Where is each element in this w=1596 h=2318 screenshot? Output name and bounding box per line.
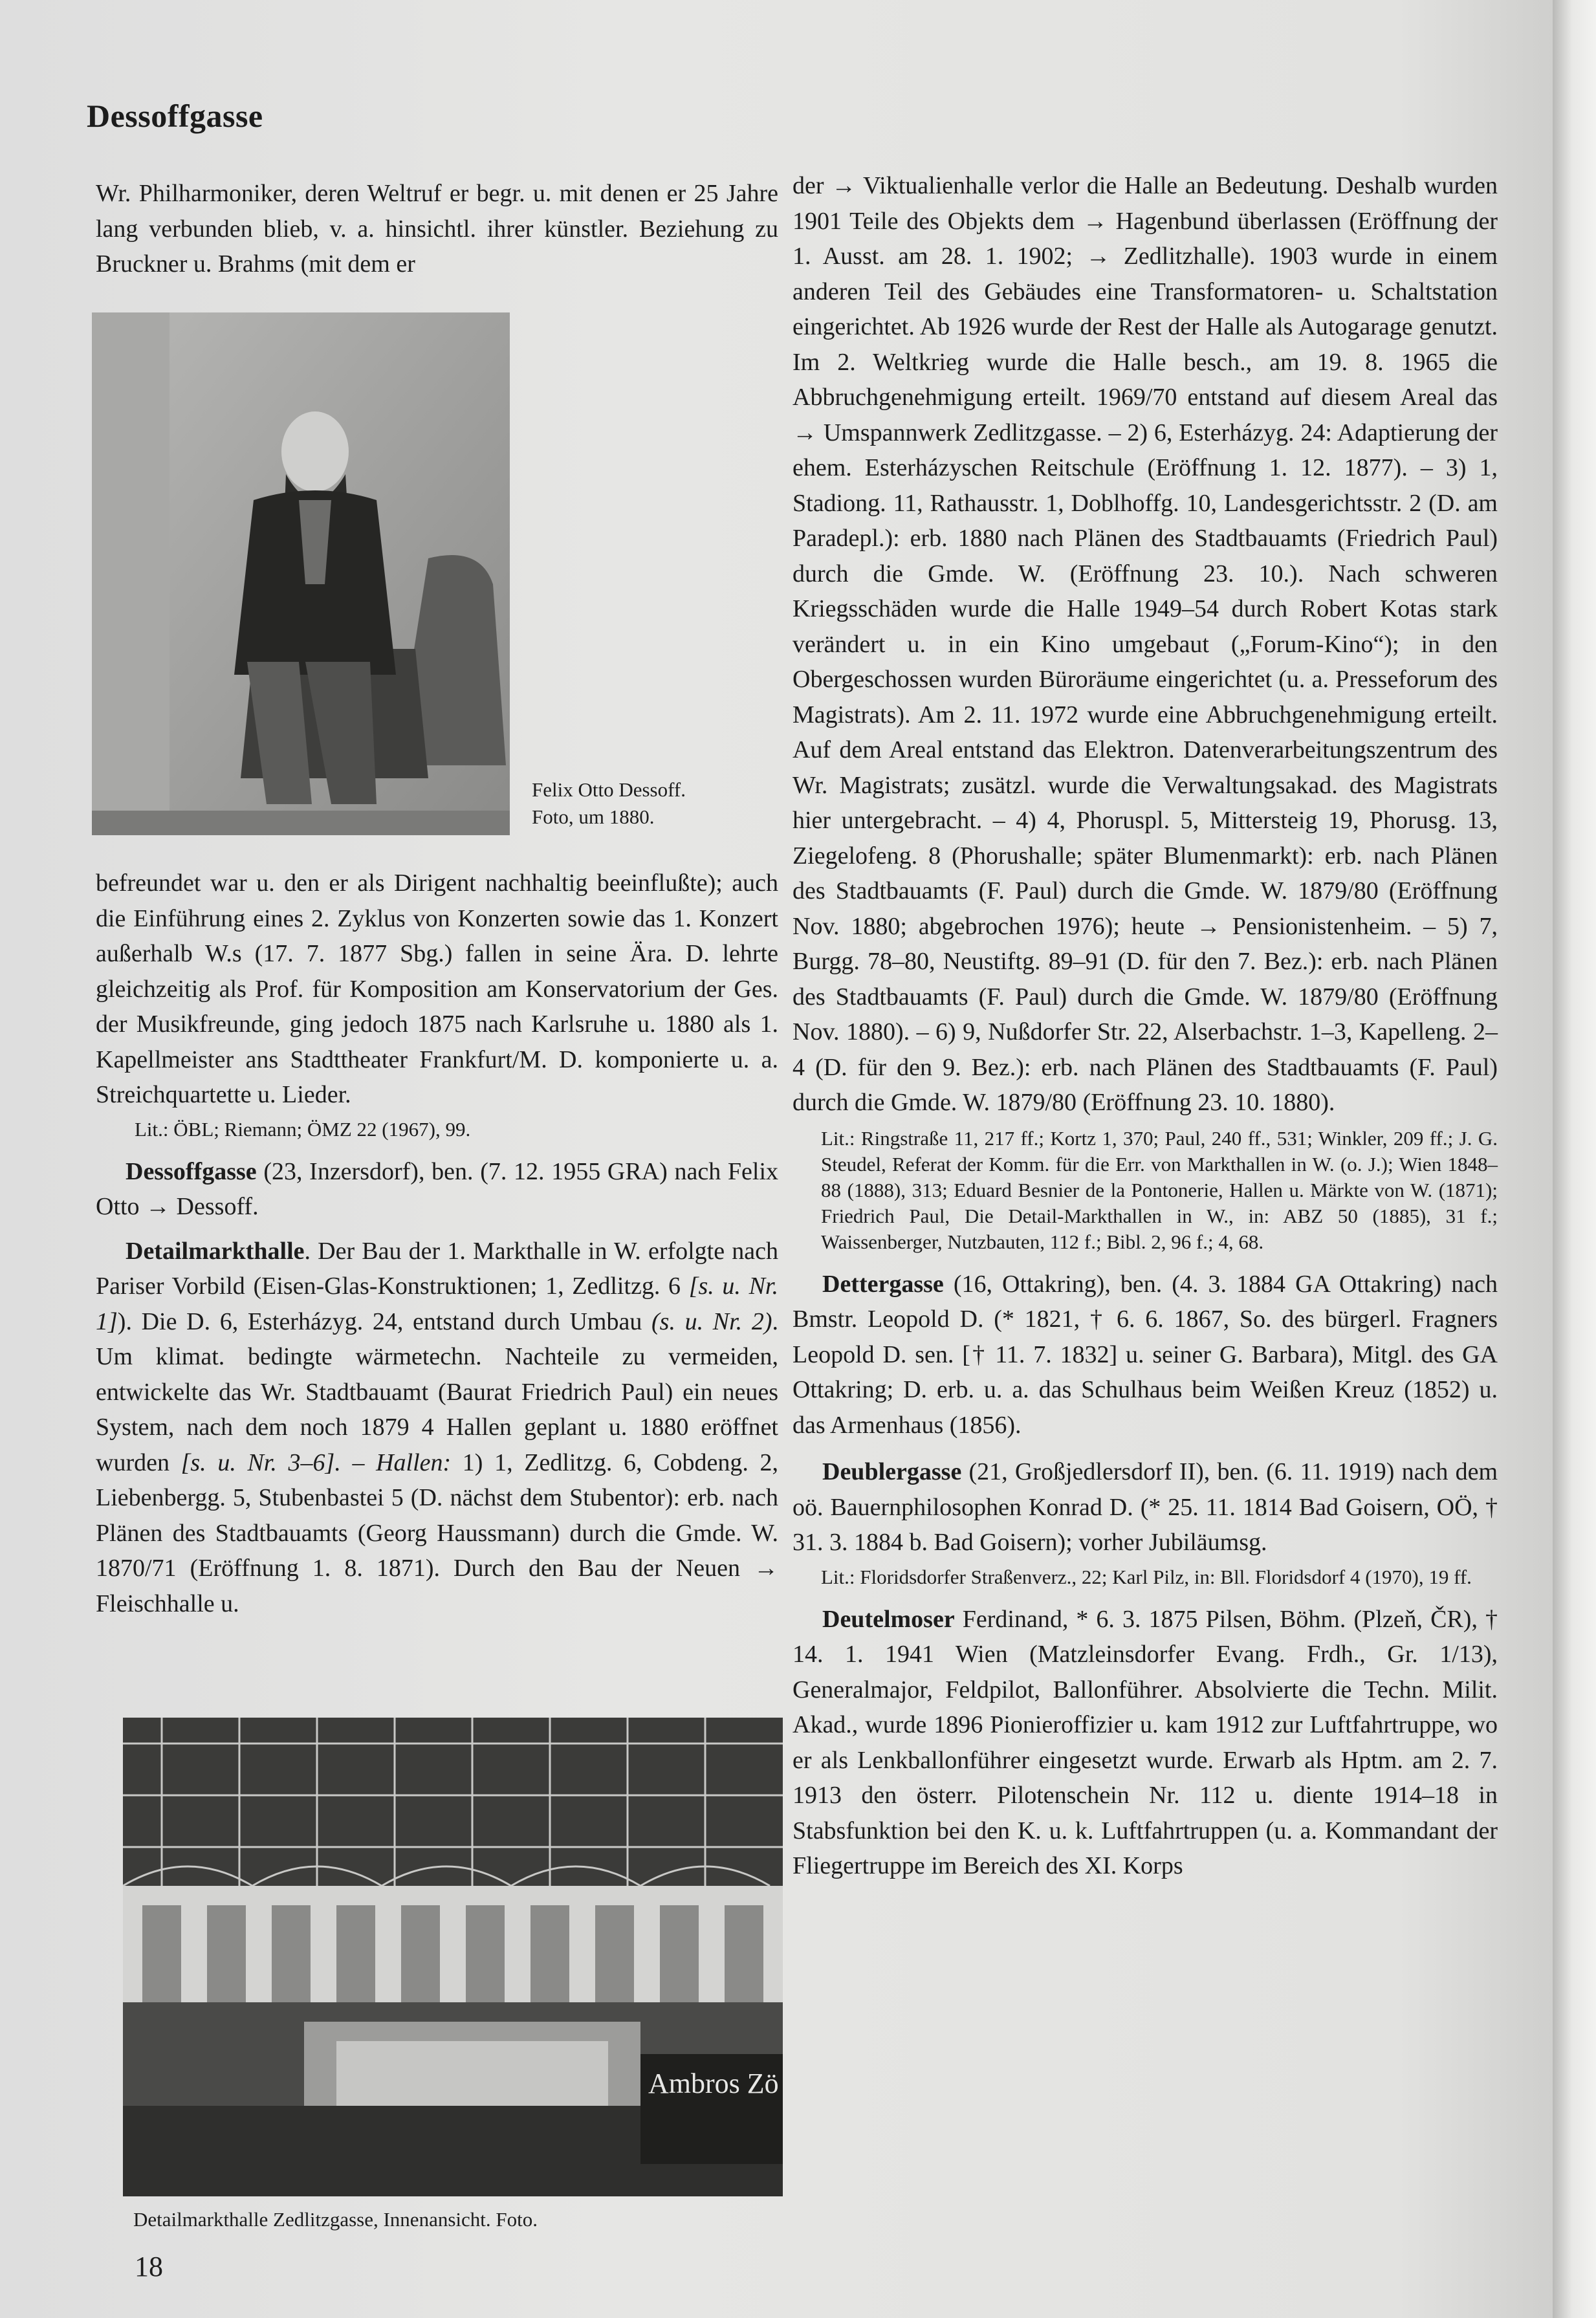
entry-deublergasse: Deublergasse (21, Großjedlersdorf II), ben. (6. 11. 1919) nach dem oö. Bauernphilosophen Konrad D. (* 25. 11. 1814 Bad Goisern, OÖ, † 31. 3. 1884 b. Bad Goisern); vorher Jubiläumsg.: [793, 1458, 1498, 1556]
lemma-deutelmoser: Deutelmoser: [822, 1605, 955, 1633]
page-edge: [1553, 0, 1596, 2318]
lemma-dettergasse: Dettergasse: [822, 1270, 944, 1298]
entry-dettergasse: Dettergasse (16, Ottakring), ben. (4. 3. 1884 GA Ottakring) nach Bmstr. Leopold D. (* 1821, † 6. 6. 1867, So. des bürgerl. Fragners Leopold D. sen. [† 11. 7. 1832] u. seiner G. Barbara), Mitgl. des GA Ottakring; D. erb. u. a. das Schulhaus beim Weißen Kreuz (1852) u. das Armenhaus (1856).: [793, 1270, 1498, 1439]
market-hall-photo: [123, 1718, 783, 2196]
portrait-caption-line-2: Foto, um 1880.: [532, 805, 655, 828]
entry-dessoffgasse: Dessoffgasse (23, Inzersdorf), ben. (7. 12. 1955 GRA) nach Felix Otto → Dessoff.: [96, 1157, 778, 1220]
running-head: Dessoffgasse: [87, 98, 263, 134]
portrait-illustration: [92, 312, 510, 835]
literature-deublergasse: Lit.: Floridsdorfer Straßenverz., 22; Karl Pilz, in: Bll. Floridsdorf 4 (1970), 19 ff.: [821, 1565, 1472, 1588]
entry-detailmarkthalle: Detailmarkthalle. Der Bau der 1. Markthalle in W. erfolgte nach Pariser Vorbild (Eisen-Glas-Konstruktionen; 1, Zedlitzg. 6 [s. u. Nr. 1]). Die D. 6, Esterházyg. 24, entstand durch Umbau (s. u. Nr. 2). Um klimat. bedingte wärmetechn. Nachteile zu vermeiden, entwickelte das Wr. Stadtbauamt (Baurat Friedrich Paul) ein neues System, nach dem noch 1879 4 Hallen geplant u. 1880 eröffnet wurden [s. u. Nr. 3–6]. – Hallen: 1) 1, Zedlitzg. 6, Cobdeng. 2, Liebenbergg. 5, Stubenbastei 5 (D. nächst dem Stubentor): erb. nach Plänen des Stadtbauamts (Georg Haussmann) durch die Gmde. W. 1870/71 (Eröffnung 1. 8. 1871). Durch den Bau der Neuen → Fleischhalle u.: [96, 1237, 779, 1617]
literature-dessoff: Lit.: ÖBL; Riemann; ÖMZ 22 (1967), 99.: [135, 1117, 471, 1141]
market-hall-illustration: [123, 1718, 783, 2196]
portrait-caption-line-1: Felix Otto Dessoff.: [532, 778, 686, 801]
left-column-middle: [96, 866, 778, 1621]
paragraph-dessoff-end: befreundet war u. den er als Dirigent nachhaltig beeinflußte); auch die Einführung eines 2. Zyklus von Konzerten sowie das 1. Konzert außerhalb W.s (17. 7. 1877 Sbg.) fallen in seine Ära. D. lehrte gleichzeitig als Prof. für Komposition am Konservatorium der Ges. der Musikfreunde, ging jedoch 1875 nach Karlsruhe u. 1880 als 1. Kapellmeister ans Stadttheater Frankfurt/M. D. komponierte u. a. Streichquartette u. Lieder.: [96, 869, 778, 1108]
entry-deutelmoser: Deutelmoser Ferdinand, * 6. 3. 1875 Pilsen, Böhm. (Plzeň, ČR), † 14. 1. 1941 Wien (Matzleinsdorfer Evang. Frdh., Gr. 1/13), Generalmajor, Feldpilot, Ballonführer. Absolvierte die Techn. Milit. Akad., wurde 1896 Pionieroffizier u. kam 1912 zur Luftfahrtruppe, wo er als Lenkballonführer eingesetzt wurde. Erwarb als Hptm. am 2. 7. 1913 den österr. Pilotenschein Nr. 112 u. diente 1914–18 in Stabsfunktion bei den K. u. k. Luftfahrtruppen (u. a. Kommandant der Fliegertruppe im Bereich des XI. Korps: [793, 1605, 1498, 1879]
lemma-dessoffgasse: Dessoffgasse: [126, 1157, 257, 1185]
page-number: 18: [135, 2251, 163, 2282]
portrait-photo-dessoff: [92, 312, 510, 835]
left-column-top: [96, 176, 778, 282]
paragraph-detailmarkthalle-cont: der → Viktualienhalle verlor die Halle an Bedeutung. Deshalb wurden 1901 Teile des Objekts dem → Hagenbund überlassen (Eröffnung der 1. Ausst. am 28. 1. 1902; → Zedlitzhalle). 1903 wurde in einem anderen Teil des Gebäudes eine Transformatoren- u. Schaltstation eingerichtet. Ab 1926 wurde der Rest der Halle als Autogarage genutzt. Im 2. Weltkrieg wurde die Halle besch., am 19. 8. 1965 die Abbruchgenehmigung erteilt. 1969/70 entstand auf diesem Areal das → Umspannwerk Zedlitzgasse. – 2) 6, Esterházyg. 24: Adaptierung der ehem. Esterházyschen Reitschule (Eröffnung 1. 12. 1877). – 3) 1, Stadiong. 11, Rathausstr. 1, Doblhoffg. 10, Landesgerichtsstr. 2 (D. am Paradepl.): erb. 1880 nach Plänen des Stadtbauamts (Friedrich Paul) durch die Gmde. W. (Eröffnung 23. 10.). Nach schweren Kriegsschäden wurde die Halle 1949–54 durch Robert Kotas stark verändert u. in ein Kino umgebaut („Forum-Kino“); in den Obergeschossen wurden Büroräume eingerichtet (u. a. Presseforum des Magistrats). Am 2. 11. 1972 wurde eine Abbruchgenehmigung erteilt. Auf dem Areal entstand das Elektron. Datenverarbeitungszentrum des Wr. Magistrats; zusätzl. wurde die Verwaltungsakad. des Magistrats hier untergebracht. – 4) 4, Phoruspl. 5, Mittersteig 19, Phorusg. 13, Ziegelofeng. 8 (Phorushalle; später Blumenmarkt): erb. nach Plänen des Stadtbauamts (F. Paul) durch die Gmde. W. 1879/80 (Eröffnung Nov. 1880; abgebrochen 1976); heute → Pensionistenheim. – 5) 7, Burgg. 78–80, Neustiftg. 89–91 (D. für den 7. Bez.): erb. nach Plänen des Stadtbauamts (F. Paul) durch die Gmde. W. 1879/80 (Eröffnung Nov. 1880). – 6) 9, Nußdorfer Str. 22, Alserbachstr. 1–3, Kapelleng. 2–4 (D. für den 9. Bez.): erb. nach Plänen des Stadtbauamts (F. Paul) durch die Gmde. W. 1879/80 (Eröffnung 23. 10. 1880).: [793, 172, 1498, 1116]
paragraph-continuation: Wr. Philharmoniker, deren Weltruf er begr. u. mit denen er 25 Jahre lang verbunden blieb, v. a. hinsichtl. ihrer künstler. Beziehung zu Bruckner u. Brahms (mit dem er: [96, 180, 778, 278]
portrait-caption: [532, 776, 686, 831]
market-hall-caption: Detailmarkthalle Zedlitzgasse, Innenansicht. Foto.: [133, 2208, 538, 2231]
right-column: [793, 168, 1498, 1884]
lemma-deublergasse: Deublergasse: [822, 1458, 962, 1485]
literature-detailmarkthalle: Lit.: Ringstraße 11, 217 ff.; Kortz 1, 370; Paul, 240 ff., 531; Winkler, 209 ff.; J. G. Steudel, Referat der Komm. für die Err. von Markthallen in W. (o. J.); Wien 1848–88 (1888), 313; Eduard Besnier de la Pontonerie, Hallen u. Märkte von W. (1871); Friedrich Paul, Die Detail-Markthallen in W., in: ABZ 50 (1885), 31 f.; Waissenberger, Nutzbauten, 112 f.; Bibl. 2, 96 f.; 4, 68.: [821, 1126, 1498, 1253]
market-sign-text: Ambros Zö: [648, 2068, 779, 2099]
lemma-detailmarkthalle: Detailmarkthalle: [126, 1237, 305, 1265]
